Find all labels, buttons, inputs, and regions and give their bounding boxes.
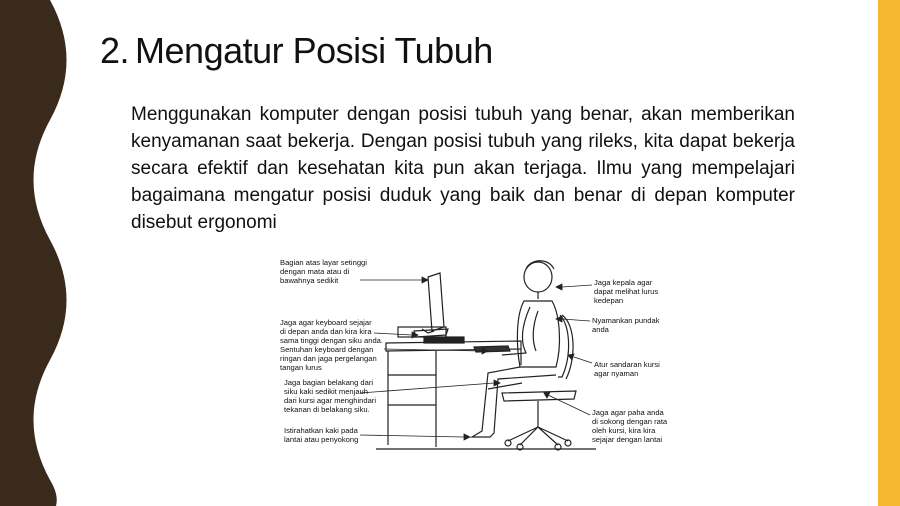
- decorative-right-band: [878, 0, 900, 506]
- label-shoulder: Nyamankan pundak anda: [592, 316, 660, 334]
- label-head-straight: Jaga kepala agar dapat melihat lurus kedepan: [594, 278, 659, 305]
- title-text: Mengatur Posisi Tubuh: [135, 30, 493, 71]
- label-chair-backrest: Atur sandaran kursi agar nyaman: [594, 360, 660, 378]
- person-torso: [517, 301, 559, 367]
- monitor-icon: [428, 273, 444, 331]
- decorative-wavy-band: [0, 0, 80, 506]
- label-knee-clearance: Jaga bagian belakang dari siku kaki sedikit menjauh dari kursi agar menghindari tekanan di belakang siku.: [284, 378, 377, 414]
- slide-paragraph: Menggunakan komputer dengan posisi tubuh yang benar, akan memberikan kenyamanan saat bekerja. Dengan posisi tubuh yang rileks, kita dapat bekerja secara efektif dan kesehatan kita pun akan terjaga. Ilmu yang mempelajari bagaimana mengatur posisi duduk yang baik dan benar di depan komputer disebut ergonomi: [131, 104, 795, 233]
- label-keyboard-position: Jaga agar keyboard sejajar di depan anda dan kira kira sama tinggi dengan siku anda. Sentuhan keyboard dengan ringan dan jaga pergelangan tangan lurus: [280, 318, 384, 372]
- slide-title: [100, 30, 493, 72]
- label-thigh-support: Jaga agar paha anda di sokong dengan rata oleh kursi, kira kira sejajar dengan lantai: [592, 408, 668, 444]
- label-feet-rest: Istirahatkan kaki pada lantai atau penyokong: [284, 426, 359, 444]
- label-monitor-height: Bagian atas layar setinggi dengan mata atau di bawahnya sedikit: [280, 258, 367, 285]
- title-number: 2.: [100, 30, 130, 71]
- ergonomics-illustration: [276, 255, 676, 455]
- person-head: [524, 262, 552, 292]
